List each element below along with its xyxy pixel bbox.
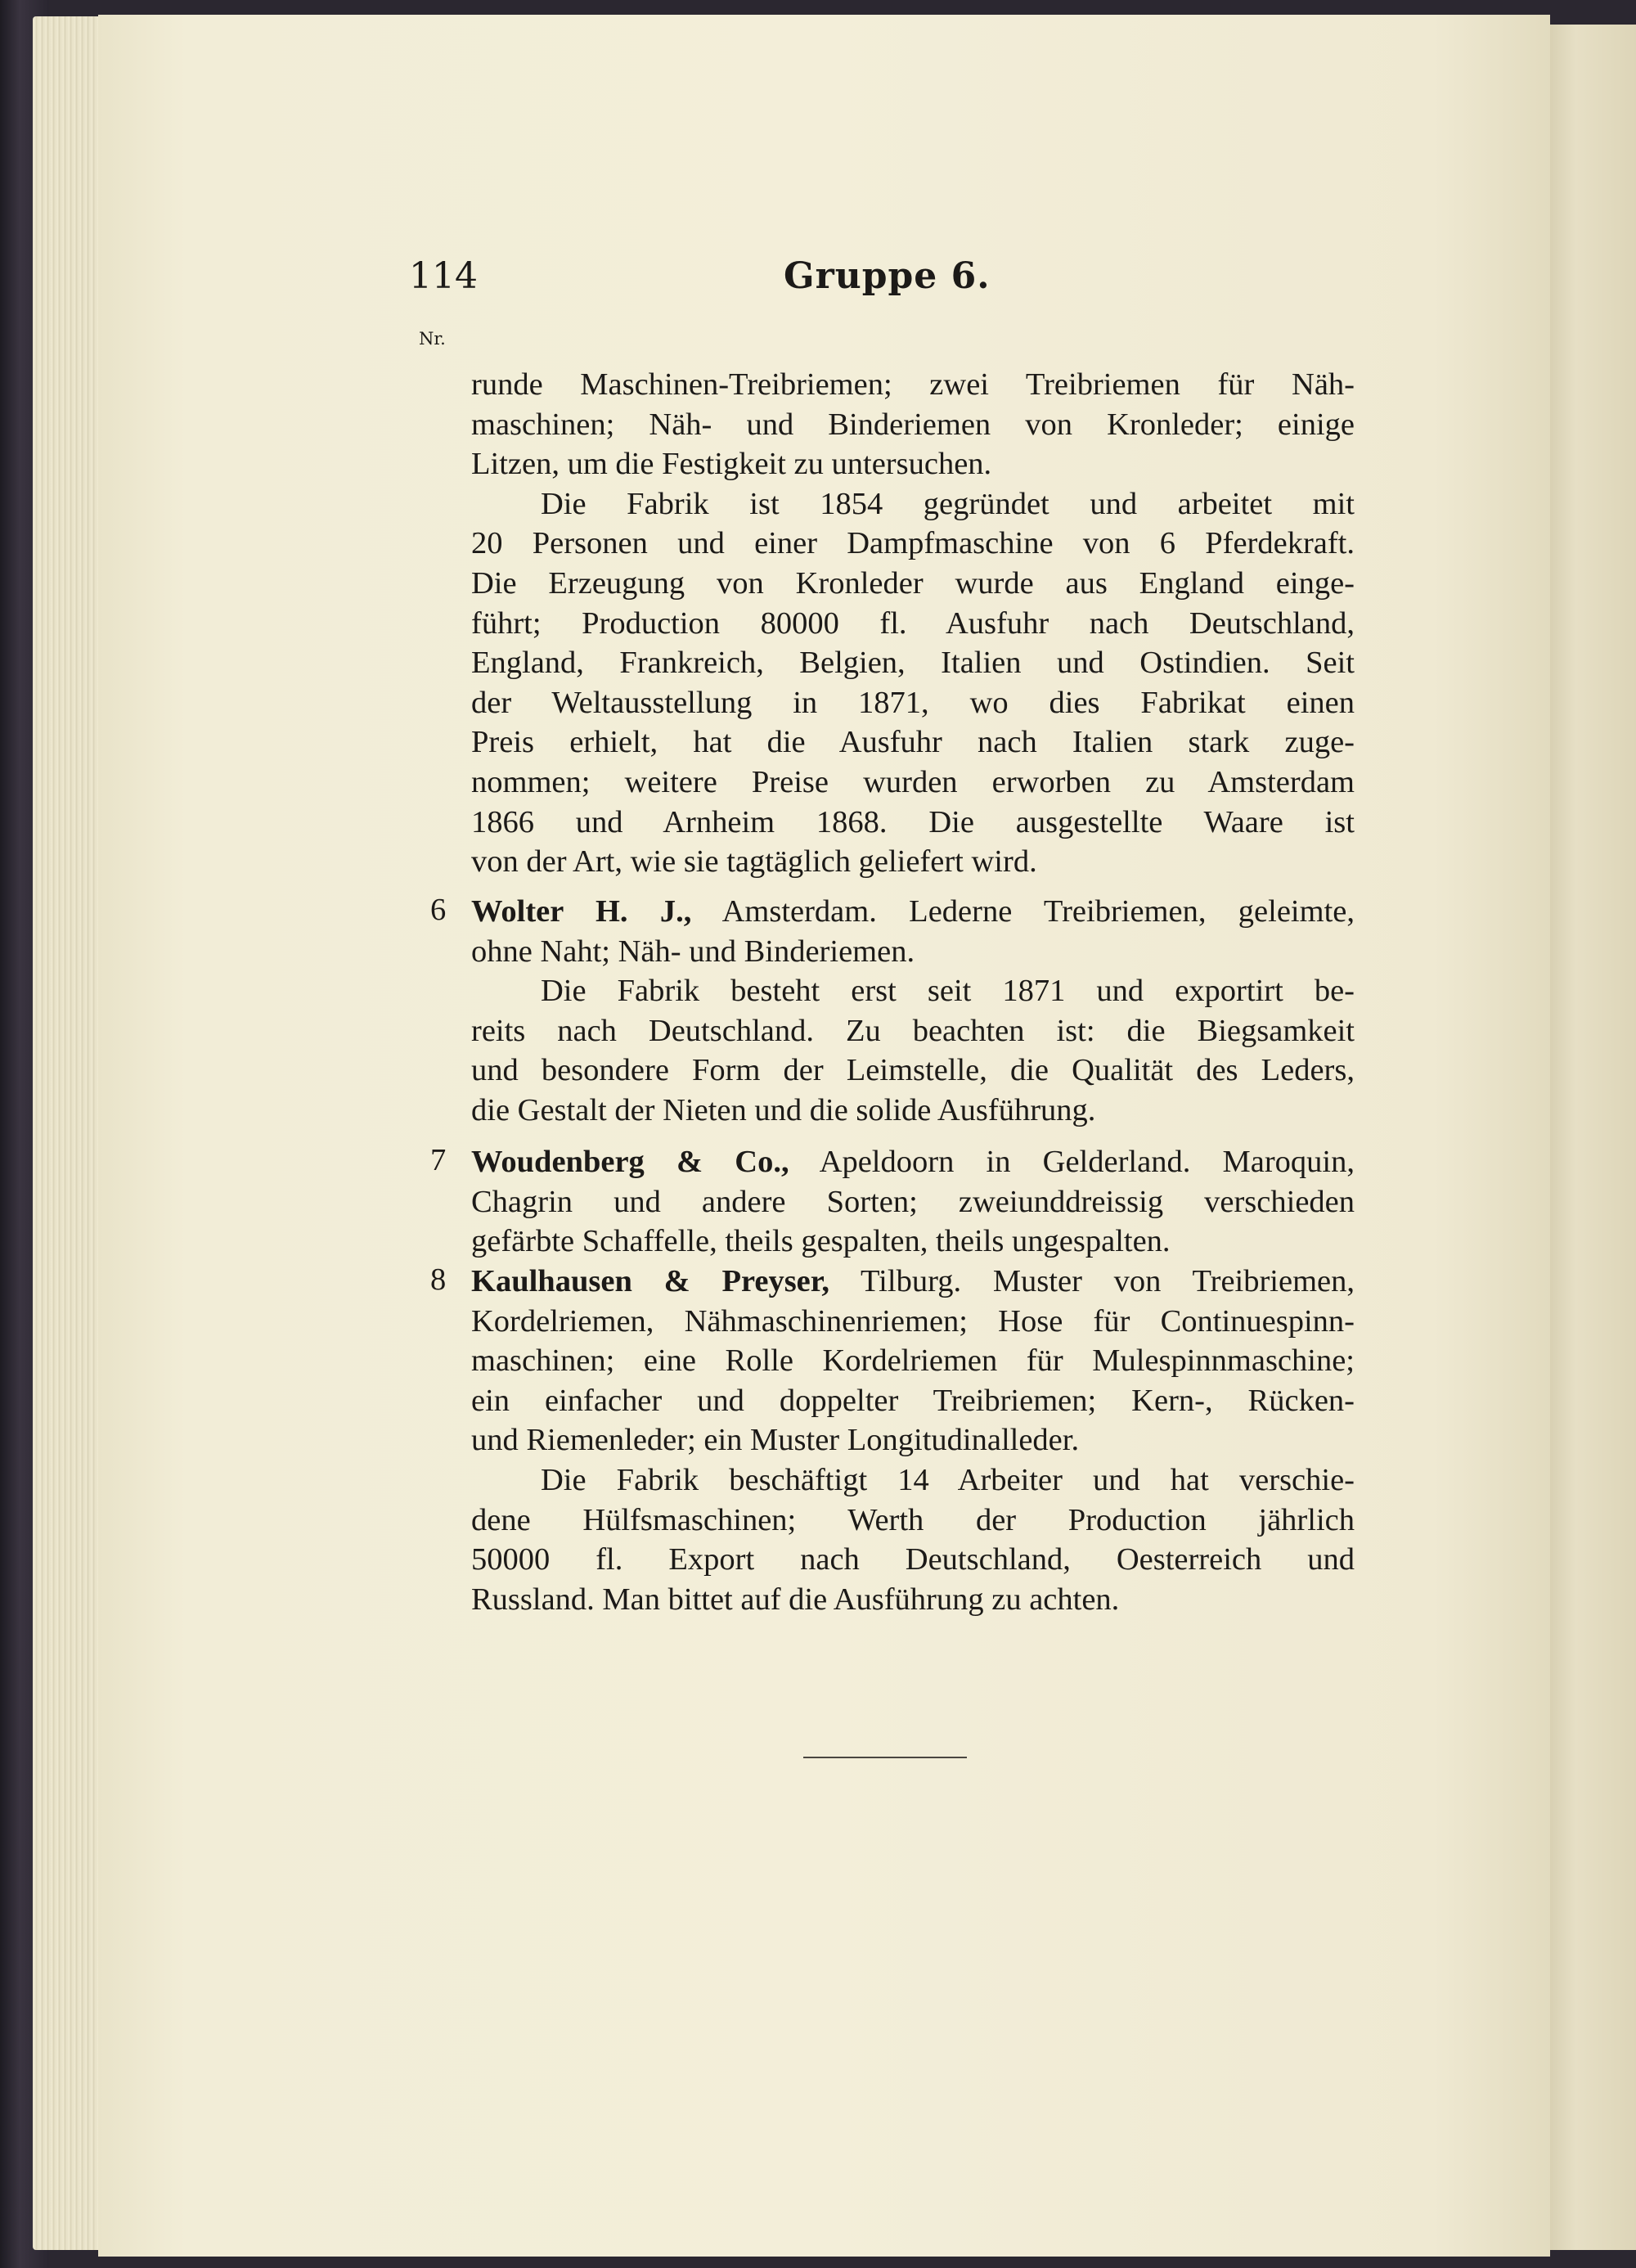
text-line: 50000 fl. Export nach Deutschland, Oesterreich und [471, 1542, 1355, 1577]
text-line: von der Art, wie sie tagtäglich geliefert wird. [471, 844, 1037, 880]
page-title: Gruppe 6. [784, 255, 991, 297]
entry-number: 8 [430, 1262, 447, 1297]
text-line: maschinen; Näh- und Binderiemen von Kronleder; einige [471, 407, 1355, 442]
column-label-nr: Nr. [419, 329, 446, 349]
entry-7 [471, 1142, 1355, 1262]
section-divider [803, 1757, 967, 1758]
text-line: reits nach Deutschland. Zu beachten ist: die Biegsamkeit [471, 1013, 1355, 1048]
entry-first-line-text: Tilburg. Muster von Treibriemen, [861, 1264, 1355, 1298]
continuation-text [471, 365, 1355, 882]
text-line: Russland. Man bittet auf die Ausführung zu achten. [471, 1582, 1120, 1617]
text-line: die Gestalt der Nieten und die solide Ausführung. [471, 1092, 1096, 1127]
text-line: 1866 und Arnheim 1868. Die ausgestellte Waare ist [471, 804, 1355, 839]
text-line: maschinen; eine Rolle Kordelriemen für Mulespinnmaschine; [471, 1343, 1355, 1379]
entry-8 [471, 1262, 1355, 1619]
text-line: und besondere Form der Leimstelle, die Qualität des Leders, [471, 1053, 1355, 1088]
text-line: ohne Naht; Näh- und Binderiemen. [471, 934, 915, 969]
text-line: Kordelriemen, Nähmaschinenriemen; Hose für Continuespinn- [471, 1303, 1355, 1339]
text-line: der Weltausstellung in 1871, wo dies Fabrikat einen [471, 685, 1355, 720]
entry-6 [471, 892, 1355, 1131]
text-line: Preis erhielt, hat die Ausfuhr nach Italien stark zuge- [471, 725, 1355, 760]
text-line: und Riemenleder; ein Muster Longitudinalleder. [471, 1423, 1080, 1458]
entry-first-line [471, 892, 1355, 932]
text-line: führt; Production 80000 fl. Ausfuhr nach Deutschland, [471, 605, 1355, 641]
exhibitor-name: Kaulhausen & Preyser, [471, 1264, 829, 1298]
next-page-edge [1550, 25, 1636, 2250]
text-line: Die Fabrik ist 1854 gegründet und arbeitet mit [541, 486, 1355, 521]
text-line: Chagrin und andere Sorten; zweiunddreissig verschieden [471, 1184, 1355, 1219]
exhibitor-name: Wolter H. J., [471, 894, 692, 929]
text-line: 20 Personen und einer Dampfmaschine von 6 Pferdekraft. [471, 526, 1355, 561]
text-line: Die Fabrik besteht erst seit 1871 und exportirt be- [541, 974, 1355, 1009]
text-line: runde Maschinen-Treibriemen; zwei Treibriemen für Näh- [471, 367, 1355, 402]
text-line: ein einfacher und doppelter Treibriemen; Kern-, Rücken- [471, 1383, 1355, 1418]
entry-first-line-text: Apeldoorn in Gelderland. Maroquin, [819, 1145, 1355, 1179]
text-line: Die Fabrik beschäftigt 14 Arbeiter und hat verschie- [541, 1462, 1355, 1497]
entry-first-line [471, 1262, 1355, 1302]
text-line: dene Hülfsmaschinen; Werth der Production jährlich [471, 1502, 1355, 1537]
text-line: England, Frankreich, Belgien, Italien und Ostindien. Seit [471, 646, 1355, 681]
exhibitor-name: Woudenberg & Co., [471, 1145, 789, 1179]
entry-first-line-text: Amsterdam. Lederne Treibriemen, geleimte, [721, 894, 1355, 929]
page-number: 114 [409, 255, 478, 297]
text-line: gefärbte Schaffelle, theils gespalten, theils ungespalten. [471, 1224, 1171, 1259]
text-line: Die Erzeugung von Kronleder wurde aus England einge- [471, 565, 1355, 601]
text-line: nommen; weitere Preise wurden erworben zu Amsterdam [471, 764, 1355, 799]
entry-first-line [471, 1142, 1355, 1182]
entry-number: 7 [430, 1143, 447, 1177]
book-page [98, 15, 1550, 2257]
entry-number: 6 [430, 893, 447, 927]
text-line: Litzen, um die Festigkeit zu untersuchen. [471, 447, 992, 482]
